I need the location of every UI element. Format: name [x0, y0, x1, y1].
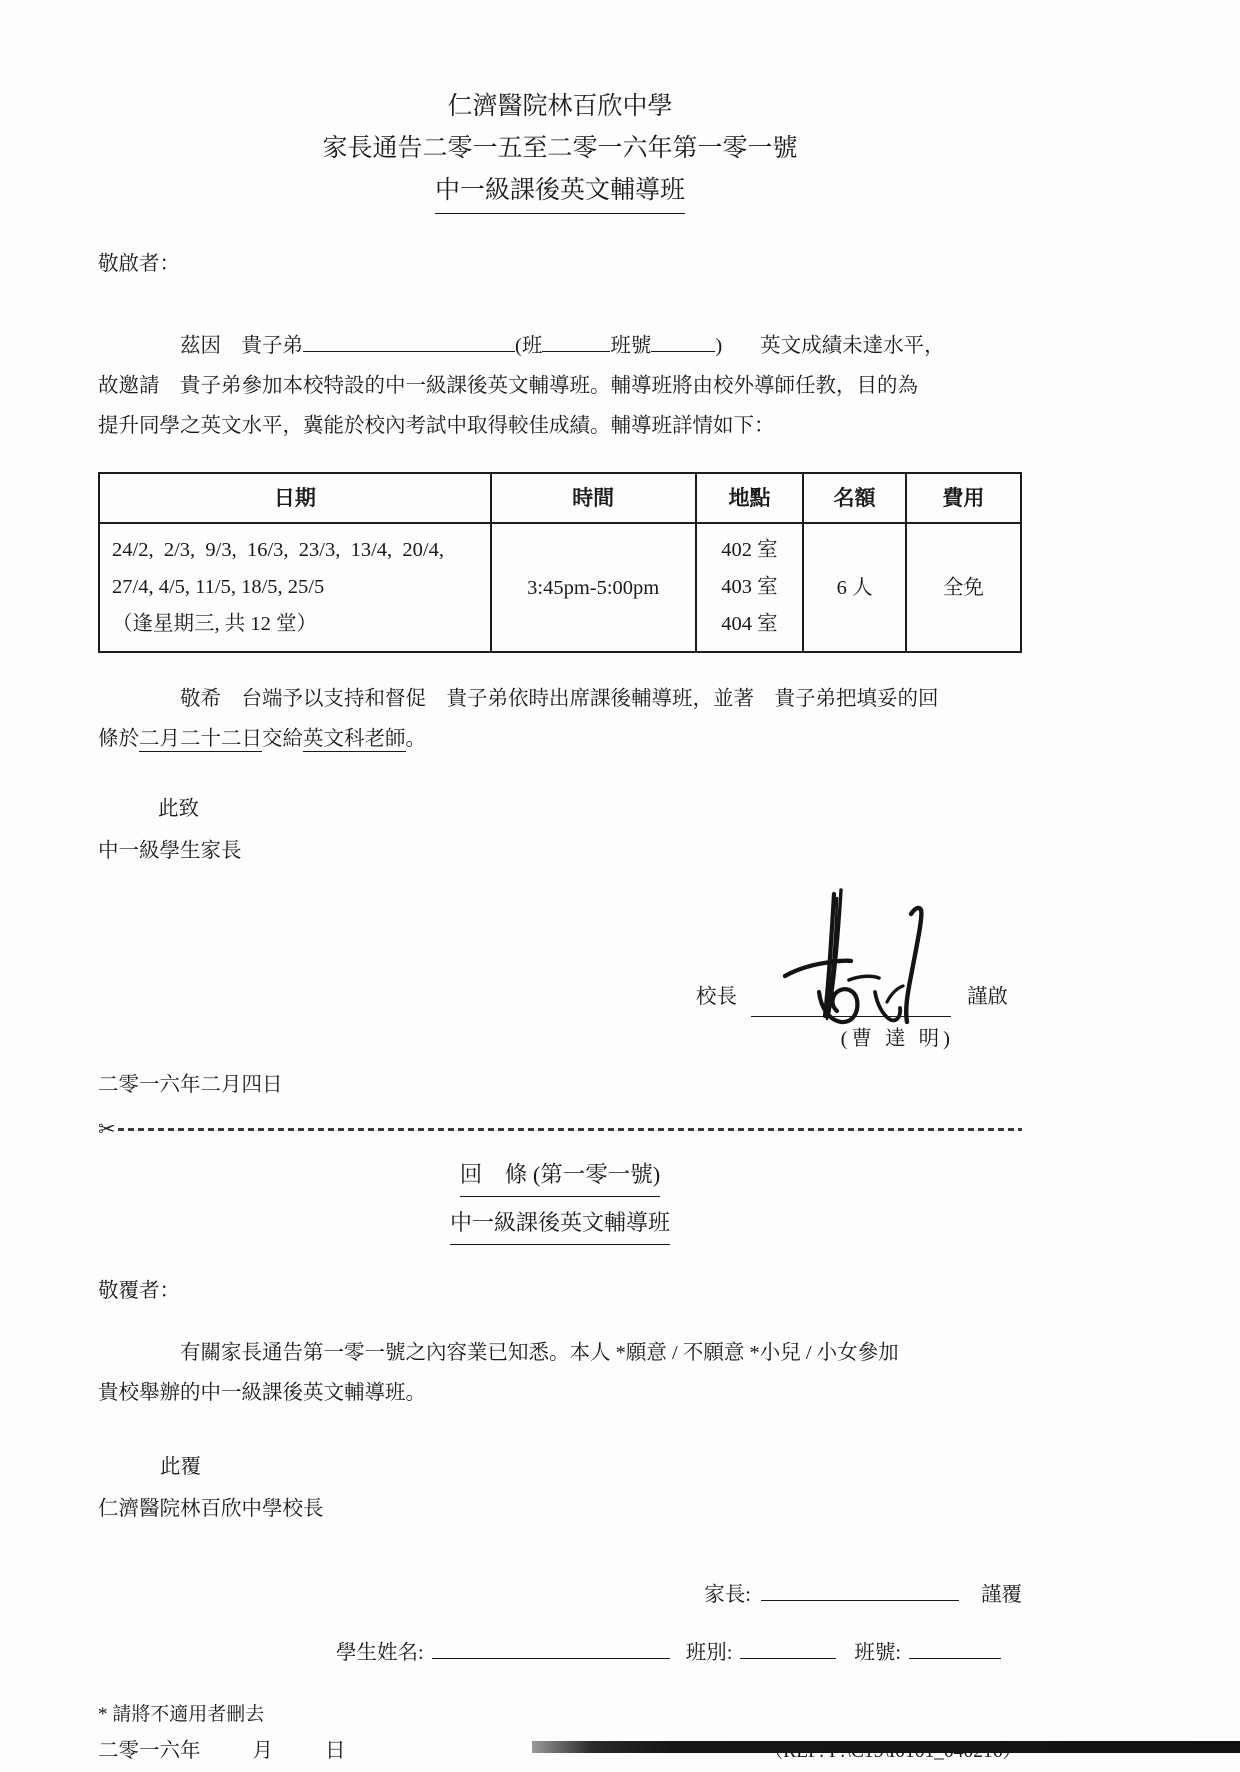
paragraph-1-line-2: 故邀請 貴子弟參加本校特設的中一級課後英文輔導班。輔導班將由校外導師任教，目的為	[98, 375, 918, 397]
classno-reply-blank	[909, 1638, 1001, 1660]
cell-venue	[696, 523, 804, 652]
col-header-fee: 費用	[906, 473, 1021, 523]
table-row	[99, 523, 1021, 652]
cell-fee: 全免	[906, 523, 1021, 652]
p2-mid-text: 交給	[262, 728, 303, 750]
p1-class-label: (班	[515, 335, 543, 357]
notice-title-text: 中一級課後英文輔導班	[435, 170, 685, 214]
p2-pre-text: 條於	[98, 728, 139, 750]
student-info-row	[98, 1633, 1022, 1673]
paragraph-2-line-2	[98, 719, 1022, 759]
parent-label: 家長:	[704, 1584, 751, 1606]
delete-inapplicable-footnote: * 請將不適用者刪去	[98, 1704, 265, 1725]
scissors-icon: ✂	[98, 1117, 116, 1141]
venue-room-402: 402 室	[721, 539, 778, 561]
reply-paragraph-line-1: 有關家長通告第一零一號之內容業已知悉。本人 *願意 / 不願意 *小兒 / 小女參加	[180, 1342, 899, 1364]
p1-tail-text: 英文成績未達水平，	[760, 335, 945, 357]
school-name: 仁濟醫院林百欣中學	[447, 93, 673, 120]
col-header-date: 日期	[99, 473, 491, 523]
col-header-quota: 名額	[803, 473, 905, 523]
reply-slip-subtitle	[98, 1203, 1022, 1245]
principal-label: 校長	[696, 986, 737, 1008]
english-teacher-underlined: 英文科老師	[303, 728, 406, 750]
p1-close-paren: )	[715, 335, 723, 357]
dates-line-2: 27/4, 4/5, 11/5, 18/5, 25/5	[112, 576, 325, 598]
class-blank	[542, 331, 610, 353]
class-reply-blank	[740, 1638, 836, 1660]
reply-closing-cifu: 此覆	[160, 1456, 201, 1478]
scan-artifact-bar	[532, 1741, 1240, 1753]
paragraph-1-line-3: 提升同學之英文水平，冀能於校內考試中取得較佳成績。輔導班詳情如下：	[98, 415, 775, 437]
venue-room-403: 403 室	[721, 576, 778, 598]
dashed-divider	[118, 1128, 1022, 1131]
reply-slip-title-text: 回 條 (第一零一號)	[460, 1155, 661, 1197]
paragraph-1-line-1	[98, 326, 1022, 366]
paragraph-2-line-1: 敬希 台端予以支持和督促 貴子弟依時出席課後輔導班，並著 貴子弟把填妥的回	[180, 688, 939, 710]
principal-name: (曹 達 明)	[840, 1028, 954, 1050]
parent-signature-blank	[761, 1580, 959, 1602]
principal-signature-line	[751, 986, 951, 1017]
reply-date-year: 二零一六年	[98, 1740, 201, 1762]
course-details-table	[98, 472, 1022, 653]
issue-date: 二零一六年二月四日	[98, 1074, 283, 1096]
cut-line	[98, 1117, 1022, 1141]
principal-suffix: 謹啟	[967, 986, 1008, 1008]
principal-signature-handwriting	[779, 884, 939, 1034]
cell-dates	[99, 523, 491, 652]
closing-recipient: 中一級學生家長	[98, 840, 242, 862]
reply-slip-subtitle-text: 中一級課後英文輔導班	[450, 1203, 670, 1245]
venue-room-404: 404 室	[721, 613, 778, 635]
classno-blank	[651, 331, 715, 353]
student-name-label: 學生姓名:	[336, 1642, 424, 1664]
reply-salutation: 敬覆者：	[98, 1280, 180, 1302]
p1-classno-label: 班號	[610, 335, 652, 357]
classno-label: 班號:	[854, 1642, 902, 1664]
parent-signature-row	[98, 1575, 1022, 1615]
parent-suffix: 謹覆	[981, 1584, 1022, 1606]
reply-date-line	[98, 1731, 346, 1771]
reply-slip-title	[98, 1155, 1022, 1197]
dates-line-3: （逢星期三, 共 12 堂）	[112, 613, 317, 635]
class-label: 班別:	[685, 1642, 733, 1664]
closing-cizhi: 此致	[158, 798, 199, 820]
p2-end-punct: 。	[405, 728, 426, 750]
deadline-date-underlined: 二月二十二日	[139, 728, 262, 750]
signature-block	[98, 879, 1022, 1051]
reply-paragraph-line-2: 貴校舉辦的中一級課後英文輔導班。	[98, 1382, 426, 1404]
p1-lead-text: 茲因 貴子弟	[180, 335, 303, 357]
notice-number: 家長通告二零一五至二零一六年第一零一號	[322, 135, 798, 162]
cell-time: 3:45pm-5:00pm	[491, 523, 696, 652]
col-header-venue: 地點	[696, 473, 804, 523]
table-header-row	[99, 473, 1021, 523]
reply-date-month: 月	[252, 1740, 273, 1762]
student-name-reply-blank	[432, 1638, 670, 1660]
notice-title	[98, 170, 1022, 214]
reply-closing-to: 仁濟醫院林百欣中學校長	[98, 1498, 324, 1520]
cell-quota: 6 人	[803, 523, 905, 652]
student-name-blank	[303, 331, 515, 353]
reply-date-day: 日	[325, 1740, 346, 1762]
principal-signature-row	[696, 977, 1008, 1017]
col-header-time: 時間	[491, 473, 696, 523]
salutation: 敬啟者：	[98, 253, 180, 275]
dates-line-1: 24/2, 2/3, 9/3, 16/3, 23/3, 13/4, 20/4,	[112, 539, 444, 561]
